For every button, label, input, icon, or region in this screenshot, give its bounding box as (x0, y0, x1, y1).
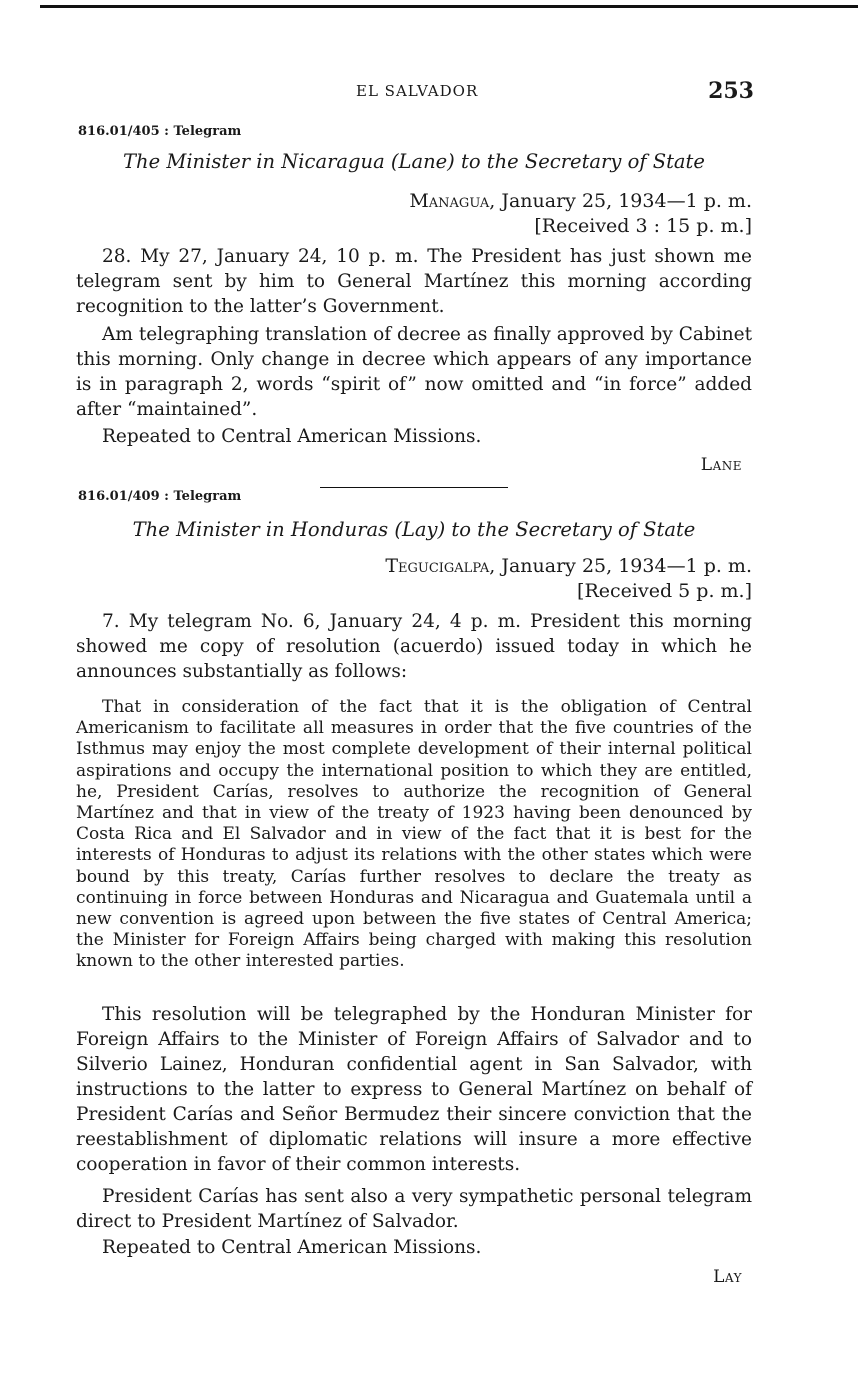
doc1-heading: The Minister in Nicaragua (Lane) to the Secretary of State (123, 150, 705, 173)
doc2-dateline (385, 554, 752, 604)
doc2-place: Tegucigalpa, (385, 555, 496, 577)
page-number: 253 (708, 78, 754, 104)
doc2-resolution-quote: That in consideration of the fact that it is the obligation of Central Americanism to facilitate all measures in order that the five countries of the Isthmus may enjoy the most complete development of their internal political aspirations and occupy the international position to which they are entitled, he, President Carías, resolves to authorize the recognition of General Martínez and that in view of the treaty of 1923 having been denounced by Costa Rica and El Salvador and in view of the fact that it is best for the interests of Honduras to adjust its relations with the other states which were bound by this treaty, Carías further resolves to declare the treaty as continuing in force between Honduras and Nicaragua and Guatemala until a new convention is agreed upon between the five states of Central America; the Minister for Foreign Affairs being charged with making this resolution known to the other interested parties. (76, 697, 752, 972)
doc1-place: Managua, (409, 190, 496, 212)
doc1-dateline (409, 189, 752, 239)
doc2-signature: Lay (713, 1267, 742, 1287)
doc2-paragraph-3: Repeated to Central American Missions. (102, 1237, 482, 1258)
doc1-date: January 25, 1934—1 p. m. (495, 190, 752, 212)
doc2-paragraph-1: This resolution will be telegraphed by the Honduran Minister for Foreign Affairs to the Minister of Foreign Affairs of Salvador and to Silverio Lainez, Honduran confidential agent in San Salvador, with instructions to the latter to express to General Martínez on behalf of President Carías and Señor Bermudez their sincere conviction that the reestablishment of diplomatic relations will insure a more effective cooperation in favor of their common interests. (76, 1004, 752, 1175)
doc2-heading: The Minister in Honduras (Lay) to the Secretary of State (132, 518, 696, 541)
top-rule (40, 5, 858, 8)
running-head-title: EL SALVADOR (356, 82, 479, 100)
doc2-paragraph-2: President Carías has sent also a very sympathetic personal telegram direct to President Martínez of Salvador. (76, 1186, 752, 1232)
doc2-intro: 7. My telegram No. 6, January 24, 4 p. m. President this morning showed me copy of resolution (acuerdo) issued today in which he announces substantially as follows: (76, 611, 752, 682)
doc1-reference: 816.01/405 : Telegram (78, 124, 242, 139)
doc1-paragraph-3: Repeated to Central American Missions. (102, 426, 482, 447)
doc1-signature: Lane (700, 455, 742, 475)
section-divider (320, 487, 508, 488)
doc2-received: [Received 5 p. m.] (577, 580, 752, 602)
doc1-paragraph-2: Am telegraphing translation of decree as finally approved by Cabinet this morning. Only change in decree which appears of any importance is in paragraph 2, words “spirit of” now omitted and “in force” added after “maintained”. (76, 324, 752, 420)
doc1-paragraph-1: 28. My 27, January 24, 10 p. m. The President has just shown me telegram sent by him to General Martínez this morning according recognition to the latter’s Government. (76, 246, 752, 317)
doc2-reference: 816.01/409 : Telegram (78, 489, 242, 504)
doc2-date: January 25, 1934—1 p. m. (495, 555, 752, 577)
doc1-received: [Received 3 : 15 p. m.] (534, 215, 752, 237)
running-head (76, 78, 752, 108)
